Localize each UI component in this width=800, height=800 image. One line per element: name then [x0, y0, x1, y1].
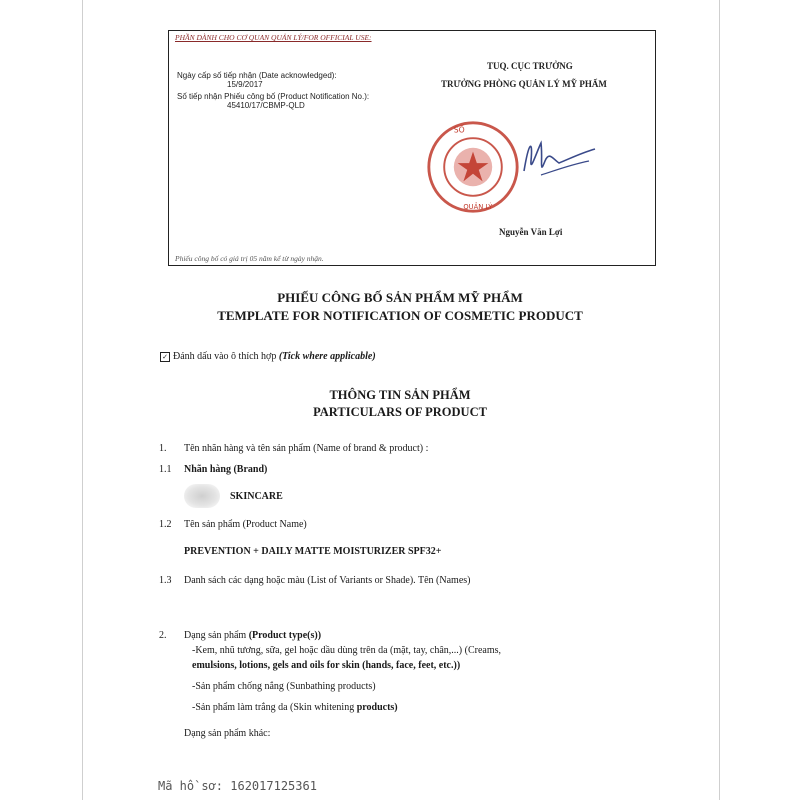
signature-title-1: TUQ. CỤC TRƯỞNG — [487, 61, 573, 71]
other-product-types — [184, 728, 270, 739]
svg-text:QUẢN LÝ: QUẢN LÝ — [463, 203, 493, 212]
item-2-label-en: (Product type(s)) — [248, 630, 322, 641]
signature-icon — [519, 131, 599, 191]
date-acknowledged-label: Ngày cấp số tiếp nhận (Date acknowledged): — [177, 71, 337, 80]
item-2-label — [184, 630, 321, 641]
item-1-2-number: 1.2 — [159, 519, 172, 530]
official-use-header: PHẦN DÀNH CHO CƠ QUAN QUẢN LÝ/FOR OFFICIAL USE: — [175, 33, 372, 42]
product-name-value: PREVENTION + DAILY MATTE MOISTURIZER SPF32+ — [184, 546, 442, 557]
document-title-en: TEMPLATE FOR NOTIFICATION OF COSMETIC PRODUCT — [217, 308, 583, 323]
section-title-vi: THÔNG TIN SẢN PHẨM — [329, 388, 471, 402]
signature-title-2: TRƯỞNG PHÒNG QUẢN LÝ MỸ PHẨM — [441, 79, 607, 89]
item-1-number: 1. — [159, 443, 167, 454]
item-1-1-label: Nhãn hàng (Brand) — [184, 464, 268, 475]
notification-number-label: Số tiếp nhận Phiếu công bố (Product Notification No.): — [177, 92, 370, 101]
item-1-label: Tên nhãn hàng và tên sản phẩm (Name of brand & product) : — [184, 443, 429, 454]
date-acknowledged-value: 15/9/2017 — [227, 80, 263, 89]
product-type-3-en: products) — [356, 702, 398, 713]
checkbox-icon: ✓ — [160, 352, 170, 362]
item-1-1-number: 1.1 — [159, 464, 172, 475]
document-title-vi: PHIẾU CÔNG BỐ SẢN PHẨM MỸ PHẨM — [277, 290, 523, 305]
item-1-2-label: Tên sản phẩm (Product Name) — [184, 519, 307, 530]
item-1-3-label: Danh sách các dạng hoặc màu (List of Variants or Shade). Tên (Names) — [184, 575, 471, 586]
file-code: Mã hồ sơ: 162017125361 — [158, 779, 317, 793]
product-type-3 — [192, 702, 398, 713]
section-title-en: PARTICULARS OF PRODUCT — [313, 405, 487, 419]
tick-note-vi: Đánh dấu vào ô thích hợp — [173, 351, 277, 362]
other-product-types-label: Dạng sản phẩm khác: — [184, 728, 271, 739]
redacted-brand-blur — [184, 484, 220, 508]
tick-note — [160, 351, 376, 362]
svg-text:SỐ: SỐ — [453, 125, 465, 135]
item-2-number: 2. — [159, 630, 167, 641]
product-type-3-vi: -Sản phẩm làm trắng da (Skin whitening — [192, 702, 357, 713]
product-type-1-line-2: emulsions, lotions, gels and oils for skin (hands, face, feet, etc.)) — [192, 660, 461, 671]
validity-note: Phiếu công bố có giá trị 05 năm kể từ ngày nhận. — [175, 254, 324, 263]
item-1-3-number: 1.3 — [159, 575, 172, 586]
official-seal-icon — [425, 119, 521, 215]
signer-name: Nguyễn Văn Lợi — [499, 227, 563, 237]
product-type-2: -Sản phẩm chống nắng (Sunbathing products) — [192, 681, 376, 692]
notification-number-value: 45410/17/CBMP-QLD — [227, 101, 305, 110]
item-2-label-vi: Dạng sản phẩm — [184, 630, 249, 641]
official-use-box — [168, 30, 656, 266]
brand-value: SKINCARE — [230, 491, 283, 502]
tick-note-en: (Tick where applicable) — [278, 351, 376, 362]
product-type-1-line-1: -Kem, nhũ tương, sữa, gel hoặc dầu dùng trên da (mặt, tay, chân,...) (Creams, — [192, 645, 501, 656]
